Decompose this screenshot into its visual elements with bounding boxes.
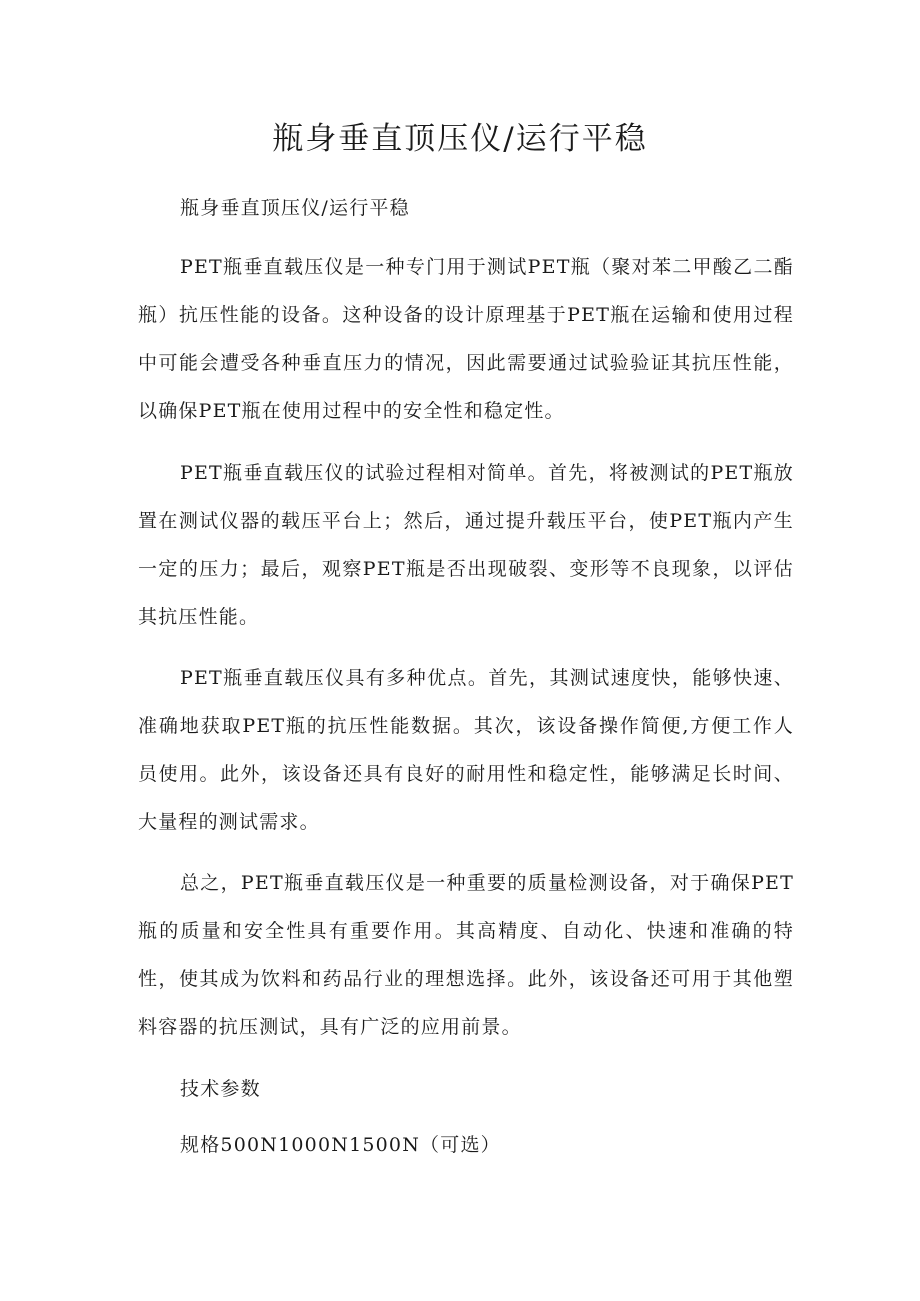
spec-line: 规格500N1000N1500N（可选） — [180, 1134, 501, 1156]
paragraph-intro: PET瓶垂直载压仪是一种专门用于测试PET瓶（聚对苯二甲酸乙二酯瓶）抗压性能的设备。这种设备的设计原理基于PET瓶在运输和使用过程中可能会遭受各种垂直压力的情况，因此需要通过试验验证其抗压性能，以确保PET瓶在使用过程中的安全性和稳定性。 — [138, 256, 794, 422]
document-title: 瓶身垂直顶压仪/运行平稳 — [272, 121, 648, 157]
document-subtitle: 瓶身垂直顶压仪/运行平稳 — [180, 197, 410, 219]
paragraph-advantages: PET瓶垂直载压仪具有多种优点。首先，其测试速度快，能够快速、准确地获取PET瓶的抗压性能数据。其次，该设备操作简便,方便工作人员使用。此外，该设备还具有良好的耐用性和稳定性，能够满足长时间、大量程的测试需求。 — [138, 667, 794, 833]
paragraph-summary: 总之，PET瓶垂直载压仪是一种重要的质量检测设备，对于确保PET瓶的质量和安全性具有重要作用。其高精度、自动化、快速和准确的特性，使其成为饮料和药品行业的理想选择。此外，该设备还可用于其他塑料容器的抗压测试，具有广泛的应用前景。 — [138, 872, 794, 1038]
tech-params-heading: 技术参数 — [180, 1078, 261, 1100]
paragraph-test-process: PET瓶垂直载压仪的试验过程相对简单。首先，将被测试的PET瓶放置在测试仪器的载压平台上；然后，通过提升载压平台，使PET瓶内产生一定的压力；最后，观察PET瓶是否出现破裂、变形等不良现象，以评估其抗压性能。 — [138, 462, 794, 628]
